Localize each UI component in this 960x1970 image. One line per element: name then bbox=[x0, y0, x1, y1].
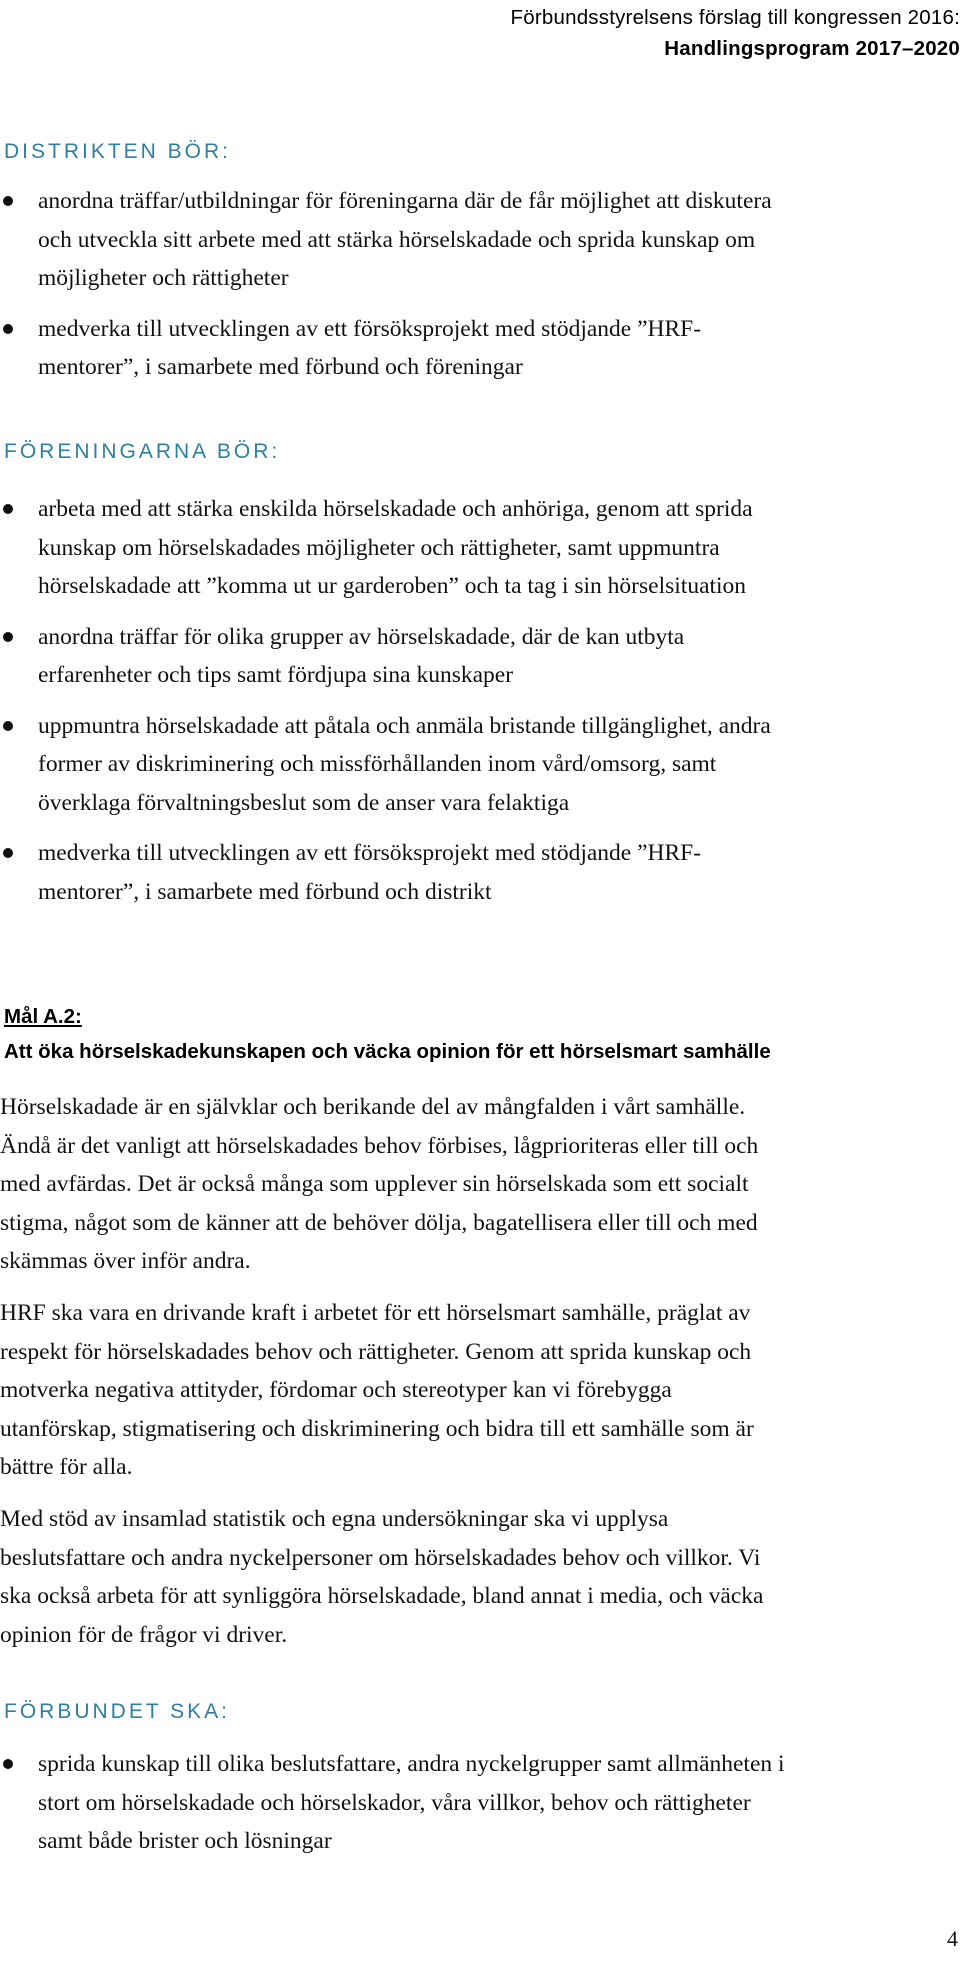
page-number: 4 bbox=[947, 1926, 958, 1951]
distrikten-list bbox=[0, 182, 772, 387]
line: motverka negativa attityder, fördomar och stereotyper kan vi förebygga bbox=[0, 1377, 672, 1403]
bullet-icon bbox=[3, 196, 13, 206]
header-line-2: Handlingsprogram 2017–2020 bbox=[664, 37, 960, 60]
list-item bbox=[0, 490, 771, 606]
line: skämmas över inför andra. bbox=[0, 1248, 251, 1274]
list-item bbox=[0, 834, 771, 911]
foreningarna-list bbox=[0, 490, 771, 911]
line: samt både brister och lösningar bbox=[38, 1828, 332, 1854]
line: arbeta med att stärka enskilda hörselskadade och anhöriga, genom att sprida bbox=[38, 496, 753, 522]
line: Med stöd av insamlad statistik och egna undersökningar ska vi upplysa bbox=[0, 1506, 669, 1532]
goal-label-text: Mål A.2: bbox=[4, 1005, 82, 1028]
bullet-icon bbox=[3, 324, 13, 334]
line: med avfärdas. Det är också många som upplever sin hörselskada som ett socialt bbox=[0, 1171, 749, 1197]
line: och utveckla sitt arbete med att stärka hörselskadade och sprida kunskap om bbox=[38, 226, 756, 253]
line: sprida kunskap till olika beslutsfattare, andra nyckelgrupper samt allmänheten i bbox=[38, 1751, 785, 1777]
line: utanförskap, stigmatisering och diskriminering och bidra till ett samhälle som är bbox=[0, 1415, 754, 1442]
section-heading-foreningarna: FÖRENINGARNA BÖR: bbox=[4, 440, 281, 463]
line: hörselskadade att ”komma ut ur garderoben” och ta tag i sin hörselsituation bbox=[38, 573, 747, 599]
bullet-icon bbox=[3, 721, 13, 731]
line: opinion för de frågor vi driver. bbox=[0, 1621, 288, 1648]
line: uppmuntra hörselskadade att påtala och anmäla bristande tillgänglighet, andra bbox=[38, 712, 771, 739]
list-item bbox=[0, 707, 771, 823]
bullet-icon bbox=[3, 632, 13, 642]
page-header bbox=[511, 2, 960, 64]
bullet-icon bbox=[3, 504, 13, 514]
line: respekt för hörselskadades behov och rättigheter. Genom att sprida kunskap och bbox=[0, 1338, 752, 1365]
line: Ändå är det vanligt att hörselskadades behov förbises, lågprioriteras eller till och bbox=[0, 1132, 759, 1159]
goal-label bbox=[4, 1005, 82, 1029]
list-item bbox=[0, 182, 772, 298]
line: anordna träffar för olika grupper av hörselskadade, där de kan utbyta bbox=[38, 623, 685, 650]
list-item bbox=[0, 618, 771, 695]
line: stigma, något som de känner att de behöver dölja, bagatellisera eller till och med bbox=[0, 1209, 758, 1236]
line: medverka till utvecklingen av ett försöksprojekt med stödjande ”HRF- bbox=[38, 840, 702, 866]
line: bättre för alla. bbox=[0, 1454, 133, 1480]
list-item bbox=[0, 310, 772, 387]
line: ska också arbeta för att synliggöra hörselskadade, bland annat i media, och väcka bbox=[0, 1583, 764, 1609]
line: medverka till utvecklingen av ett försöksprojekt med stödjande ”HRF- bbox=[38, 315, 702, 342]
line: HRF ska vara en drivande kraft i arbetet för ett hörselsmart samhälle, präglat av bbox=[0, 1300, 751, 1326]
paragraph-3 bbox=[0, 1500, 955, 1654]
paragraph-1 bbox=[0, 1088, 955, 1281]
line: anordna träffar/utbildningar för föreningarna där de får möjlighet att diskutera bbox=[38, 188, 772, 214]
line: erfarenheter och tips samt fördjupa sina kunskaper bbox=[38, 662, 514, 688]
section-heading-distrikten: DISTRIKTEN BÖR: bbox=[4, 140, 232, 163]
line: överklaga förvaltningsbeslut som de anser vara felaktiga bbox=[38, 789, 570, 816]
forbundet-list bbox=[0, 1745, 785, 1861]
bullet-icon bbox=[3, 1759, 13, 1769]
line: möjligheter och rättigheter bbox=[38, 265, 289, 291]
line: Hörselskadade är en självklar och berikande del av mångfalden i vårt samhälle. bbox=[0, 1094, 746, 1120]
section-heading-forbundet: FÖRBUNDET SKA: bbox=[4, 1700, 230, 1723]
line: mentorer”, i samarbete med förbund och distrikt bbox=[38, 878, 492, 905]
line: beslutsfattare och andra nyckelpersoner om hörselskadades behov och villkor. Vi bbox=[0, 1544, 761, 1571]
line: kunskap om hörselskadades möjligheter och rättigheter, samt uppmuntra bbox=[38, 534, 720, 561]
goal-title: Att öka hörselskadekunskapen och väcka opinion för ett hörselsmart samhälle bbox=[4, 1040, 771, 1063]
line: mentorer”, i samarbete med förbund och föreningar bbox=[38, 354, 523, 380]
bullet-icon bbox=[3, 848, 13, 858]
line: former av diskriminering och missförhållanden inom vård/omsorg, samt bbox=[38, 751, 717, 777]
line: stort om hörselskadade och hörselskador, våra villkor, behov och rättigheter bbox=[38, 1789, 751, 1816]
list-item bbox=[0, 1745, 785, 1861]
paragraph-2 bbox=[0, 1294, 955, 1487]
header-line-1: Förbundsstyrelsens förslag till kongressen 2016: bbox=[510, 6, 960, 29]
